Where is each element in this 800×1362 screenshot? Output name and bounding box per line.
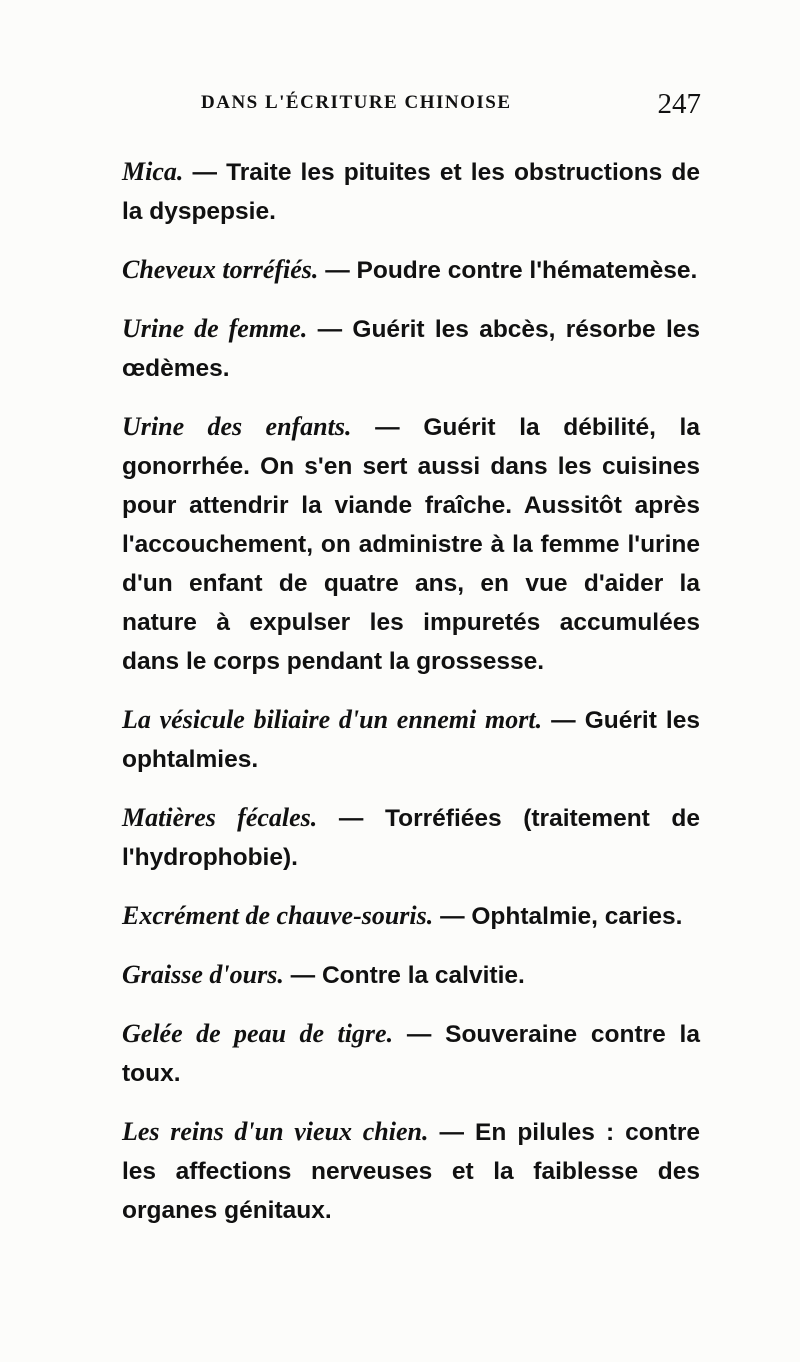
entry-description: — Guérit les abcès, résorbe les œdèmes.	[122, 316, 701, 382]
entry-term: Excrément de chauve-souris.	[122, 901, 434, 930]
entry-vesicule	[122, 700, 700, 779]
entry-cheveux	[122, 250, 700, 290]
entry-description: — Guérit la débilité, la gonorrhée. On s'en sert aussi dans les cuisines pour attendrir la viande fraîche. Aussitôt après l'accouchement, on administre à la femme l'urine d'un enfant de quatre ans, en vue d'aider la nature à expulser les impuretés accumulées dans le corps pendant la grossesse.	[122, 414, 700, 675]
entry-graisse	[122, 955, 700, 995]
entry-description: — Souveraine contre la toux.	[122, 1021, 700, 1087]
entry-term: Urine de femme.	[122, 314, 308, 343]
entry-term: Graisse d'ours.	[122, 960, 284, 989]
entry-matieres	[122, 798, 700, 877]
entry-description: — Torréfiées (traitement de l'hydrophobie).	[122, 805, 700, 871]
entry-excrement	[122, 896, 700, 936]
entry-urine-femme	[122, 309, 700, 388]
entry-mica	[122, 152, 700, 231]
body-text	[122, 152, 700, 1249]
entry-description: — Guérit les ophtalmies.	[122, 707, 700, 773]
entry-term: La vésicule biliaire d'un ennemi mort.	[122, 705, 543, 734]
entry-reins	[122, 1112, 700, 1230]
entry-term: Gelée de peau de tigre.	[122, 1019, 394, 1048]
entry-term: Matières fécales.	[122, 803, 318, 832]
entry-term: Urine des enfants.	[122, 412, 352, 441]
entry-term: Cheveux torréfiés.	[122, 255, 319, 284]
entry-description: — Poudre contre l'hématemèse.	[318, 257, 698, 284]
entry-description: — Ophtalmie, caries.	[433, 903, 683, 930]
entry-gelee	[122, 1014, 700, 1093]
entry-description: — Traite les pituites et les obstructions de la dyspepsie.	[122, 159, 700, 225]
entry-description: — Contre la calvitie.	[283, 962, 525, 989]
entry-description: — En pilules : contre les affections nerveuses et la faiblesse des organes génitaux.	[122, 1119, 700, 1224]
running-head	[201, 88, 701, 128]
entry-term: Les reins d'un vieux chien.	[122, 1117, 429, 1146]
running-title: DANS L'ÉCRITURE CHINOISE	[201, 92, 512, 113]
entry-urine-enfants	[122, 407, 700, 681]
entry-term: Mica.	[122, 157, 184, 186]
page-number: 247	[657, 88, 701, 120]
